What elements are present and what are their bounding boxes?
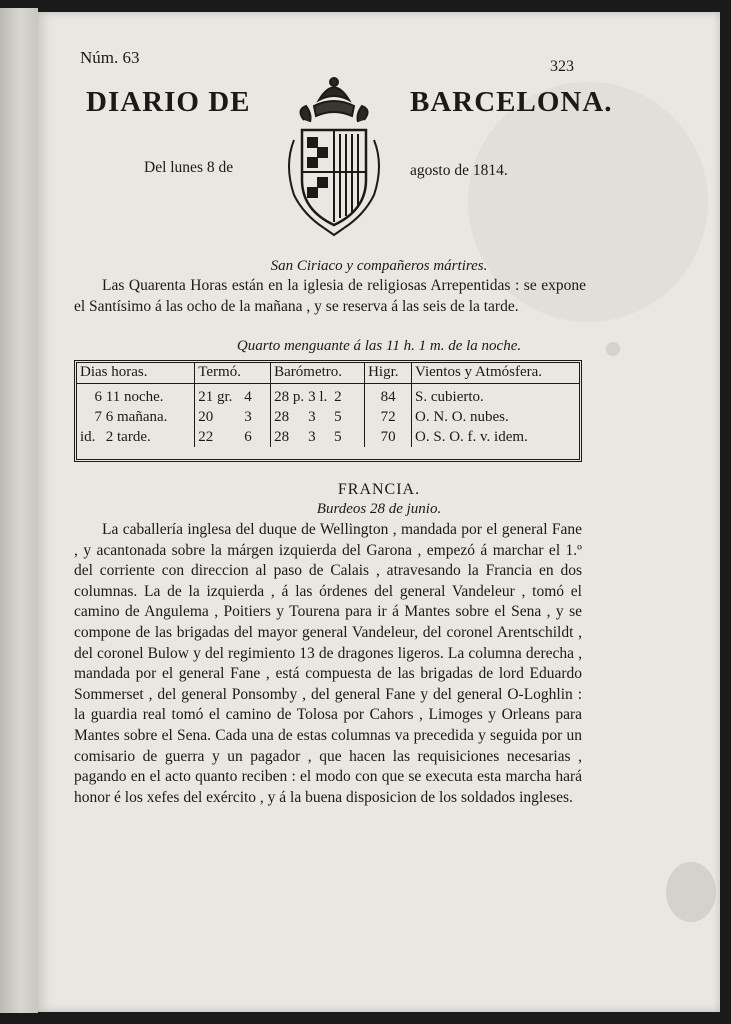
col-winds: Vientos y Atmósfera.	[412, 363, 579, 384]
cell-higr: 72	[365, 407, 412, 427]
cell-day-hour: 6 11 noche.	[94, 389, 164, 405]
facing-page-edge	[0, 8, 38, 1013]
article-dateline: Burdeos 28 de junio.	[316, 501, 442, 517]
cell-day-hour: 7 6 mañana.	[94, 409, 168, 425]
masthead-left: DIARIO DE	[86, 86, 251, 118]
col-hygrometer: Higr.	[365, 363, 412, 384]
notice-text: Las Quarenta Horas están en la iglesia de religiosas Arrepentidas : se expone el Santísimo á las ocho de la mañana , y se reserva á las seis de la tarde.	[74, 277, 586, 315]
cell-thermo: 20 3	[195, 407, 271, 427]
religious-notice	[74, 276, 586, 317]
section-title: FRANCIA.	[337, 481, 421, 498]
masthead-right: BARCELONA.	[410, 86, 613, 118]
cell-thermo: 21 gr. 4	[195, 384, 271, 408]
cell-wind: O. N. O. nubes.	[412, 407, 579, 427]
page-stain	[666, 862, 716, 922]
col-days-hours: Dias horas.	[77, 363, 195, 384]
cell-wind: O. S. O. f. v. idem.	[412, 427, 579, 447]
date-right: agosto de 1814.	[410, 162, 508, 179]
cell-day-hour: id. 2 tarde.	[80, 429, 151, 445]
col-barometer: Barómetro.	[271, 363, 365, 384]
col-thermometer: Termó.	[195, 363, 271, 384]
weather-table	[74, 360, 582, 462]
cell-wind: S. cubierto.	[412, 384, 579, 408]
table-row	[77, 407, 579, 427]
article-body	[74, 520, 582, 808]
cell-thermo: 22 6	[195, 427, 271, 447]
page-number: 323	[550, 58, 574, 75]
cell-baro: 28 3 5	[271, 427, 365, 447]
cell-baro: 28 3 5	[271, 407, 365, 427]
issue-number: Núm. 63	[80, 48, 140, 67]
table-row	[77, 427, 579, 447]
cell-higr: 84	[365, 384, 412, 408]
saints-of-day: San Ciriaco y compañeros mártires.	[270, 258, 488, 274]
moon-phase: Quarto menguante á las 11 h. 1 m. de la noche.	[236, 338, 522, 354]
article-text: La caballería inglesa del duque de Wellington , mandada por el general Fane , y acantonada sobre la márgen izquierda del Garona , empezó á marchar el 1.º del corriente con direccion al paso de Calais , atravesando la Francia en dos columnas. La de la izquierda , á las órdenes del general Vandeleur , tomó el camino de Angulema , Poitiers y Tourena para ir á Mantes sobre el Sena , y se compone de las brigadas del mayor general Vandeleur, del coronel Arentschildt , del coronel Bulow y del regimiento 13 de dragones ligeros. La columna derecha , mandada por el general Fane , está compuesta de las brigadas de lord Eduardo Sommerset , del general Ponsomby , del general Fane y del general O-Loghlin : la guardia real tomó el camino de Tolosa por Cahors , Limoges y Orleans para Mantes sobre el Sena. Cada una de estas columnas va precedida y seguida por un comisario de guerra y un pagador , que hacen las requisiciones necesarias , pagando en el acto quanto reciben : el modo con que se executa esta marcha hará honor é los xefes del exército , y á la buena disposicion de los soldados ingleses.	[74, 521, 582, 806]
cell-higr: 70	[365, 427, 412, 447]
cell-baro: 28 p. 3 l. 2	[271, 384, 365, 408]
weather-table-header	[77, 363, 579, 384]
table-row	[77, 384, 579, 408]
coat-of-arms-icon	[274, 70, 394, 240]
newspaper-page	[38, 12, 720, 1012]
date-left: Del lunes 8 de	[144, 159, 234, 176]
